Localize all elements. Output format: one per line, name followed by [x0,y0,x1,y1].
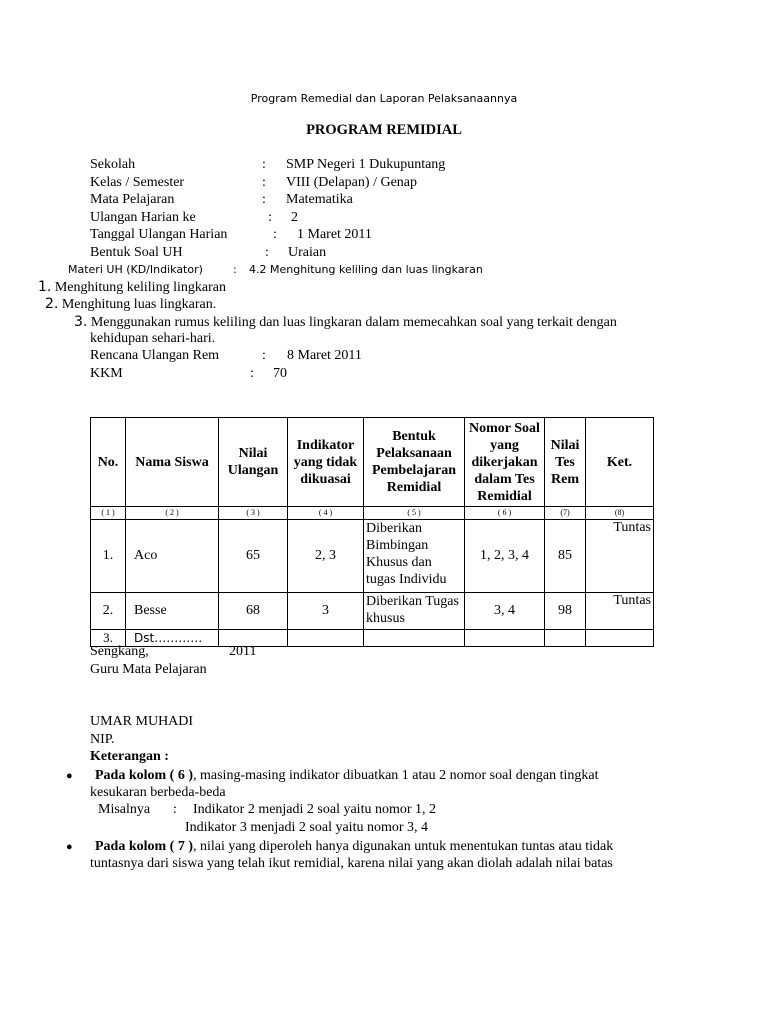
signature-name: UMAR MUHADI [90,714,194,729]
info-value-kelas: VIII (Delapan) / Genap [286,175,417,190]
remedial-table [90,417,654,647]
cell-nilai-rem [545,630,586,647]
cell-ket: Tuntas [586,520,654,593]
cell-bentuk [364,630,465,647]
example-sep: : [173,802,177,817]
column-number: (7) [545,507,586,520]
cell-no: 3. [91,630,126,647]
header-ket: Ket. [586,418,654,507]
signature-nip: NIP. [90,732,115,747]
cell-bentuk: Diberikan Bimbingan Khusus dan tugas Individu [364,520,465,593]
indicator-number: 2. [45,296,59,312]
cell-nomor [465,630,545,647]
header-no: No. [91,418,126,507]
signature-year: 2011 [229,644,257,659]
document-title: PROGRAM REMIDIAL [306,122,462,138]
materi-sep: : [233,263,237,276]
note-bold: Pada kolom ( 7 ) [95,839,193,854]
cell-ket [586,630,654,647]
column-number: ( 1 ) [91,507,126,520]
materi-label: Materi UH (KD/Indikator) [68,263,203,276]
info-value-sekolah: SMP Negeri 1 Dukupuntang [286,157,446,172]
indicator-text-continued: kehidupan sehari-hari. [90,331,216,346]
schedule-label-rencana: Rencana Ulangan Rem [90,348,220,363]
indicator-item [74,313,617,331]
header-nomor-soal: Nomor Soal yang dikerjakan dalam Tes Remidial [465,418,545,507]
cell-nilai: 65 [219,520,288,593]
info-value-mapel: Matematika [286,192,353,207]
column-number: ( 4 ) [288,507,364,520]
note-bold: Pada kolom ( 6 ) [95,768,193,783]
column-number: (8) [586,507,654,520]
cell-nomor: 3, 4 [465,593,545,630]
info-value-tanggal: 1 Maret 2011 [297,227,372,242]
info-label-tanggal: Tanggal Ulangan Harian [90,227,228,242]
cell-nilai: 68 [219,593,288,630]
schedule-value-rencana: 8 Maret 2011 [287,348,362,363]
cell-nama: Besse [126,593,219,630]
info-sep: : [262,192,266,207]
schedule-label-kkm: KKM [90,366,123,381]
indicator-text: Menghitung keliling lingkaran [54,280,226,295]
header-nilai-tes-rem: Nilai Tes Rem [545,418,586,507]
indicator-number: 1. [38,279,52,295]
info-label-mapel: Mata Pelajaran [90,192,175,207]
materi-line [68,261,483,279]
example-line-2: Indikator 3 menjadi 2 soal yaitu nomor 3, 4 [185,820,429,835]
example-line-1: Indikator 2 menjadi 2 soal yaitu nomor 1, 2 [193,802,437,817]
cell-no: 2. [91,593,126,630]
schedule-sep: : [262,348,266,363]
cell-indikator: 2, 3 [288,520,364,593]
column-number: ( 5 ) [364,507,465,520]
info-label-sekolah: Sekolah [90,157,136,172]
info-sep: : [262,175,266,190]
cell-bentuk: Diberikan Tugas khusus [364,593,465,630]
note-text-continued: kesukaran berbeda-beda [90,785,226,800]
cell-nilai-rem: 98 [545,593,586,630]
note-item [95,767,599,785]
cell-indikator [288,630,364,647]
header-nilai-ulangan: Nilai Ulangan [219,418,288,507]
header-indikator: Indikator yang tidak dikuasai [288,418,364,507]
signature-role: Guru Mata Pelajaran [90,662,207,677]
note-item [95,838,613,856]
indicator-number: 3. [74,314,88,330]
schedule-sep: : [250,366,254,381]
materi-value: 4.2 Menghitung keliling dan luas lingkaran [249,263,483,276]
table-row [91,520,654,593]
info-sep: : [268,210,272,225]
schedule-value-kkm: 70 [273,366,287,381]
cell-nama: Dst………… [126,630,219,647]
info-label-kelas: Kelas / Semester [90,175,185,190]
cell-indikator: 3 [288,593,364,630]
bullet-icon: ● [66,841,73,853]
column-number: ( 6 ) [465,507,545,520]
column-number-row [91,507,654,520]
cell-nomor: 1, 2, 3, 4 [465,520,545,593]
info-value-bentuk: Uraian [288,245,327,260]
info-label-bentuk: Bentuk Soal UH [90,245,183,260]
info-label-ulangan: Ulangan Harian ke [90,210,196,225]
bullet-icon: ● [66,770,73,782]
example-label: Misalnya [98,802,151,817]
signature-place: Sengkang, [90,644,149,659]
indicator-item [38,278,226,296]
cell-ket: Tuntas [586,593,654,630]
info-sep: : [262,157,266,172]
header-nama-siswa: Nama Siswa [126,418,219,507]
indicator-text: Menggunakan rumus keliling dan luas lingkaran dalam memecahkan soal yang terkait dengan [90,315,617,330]
info-sep: : [273,227,277,242]
note-text-continued: tuntasnya dari siswa yang telah ikut remidial, karena nilai yang akan diolah adalah nilai batas [90,856,613,871]
indicator-item [45,295,216,313]
document-subtitle: Program Remedial dan Laporan Pelaksanaannya [250,92,518,105]
note-text: , nilai yang diperoleh hanya digunakan untuk menentukan tuntas atau tidak [193,839,614,854]
table-header-row [91,418,654,507]
column-number: ( 3 ) [219,507,288,520]
info-sep: : [265,245,269,260]
notes-title: Keterangan : [90,749,169,764]
table-row [91,593,654,630]
column-number: ( 2 ) [126,507,219,520]
info-value-ulangan: 2 [291,210,298,225]
table-row [91,630,654,647]
cell-nama: Aco [126,520,219,593]
cell-no: 1. [91,520,126,593]
cell-nilai-rem: 85 [545,520,586,593]
header-bentuk: Bentuk Pelaksanaan Pembelajaran Remidial [364,418,465,507]
note-text: , masing-masing indikator dibuatkan 1 atau 2 nomor soal dengan tingkat [193,768,599,783]
indicator-text: Menghitung luas lingkaran. [61,297,217,312]
